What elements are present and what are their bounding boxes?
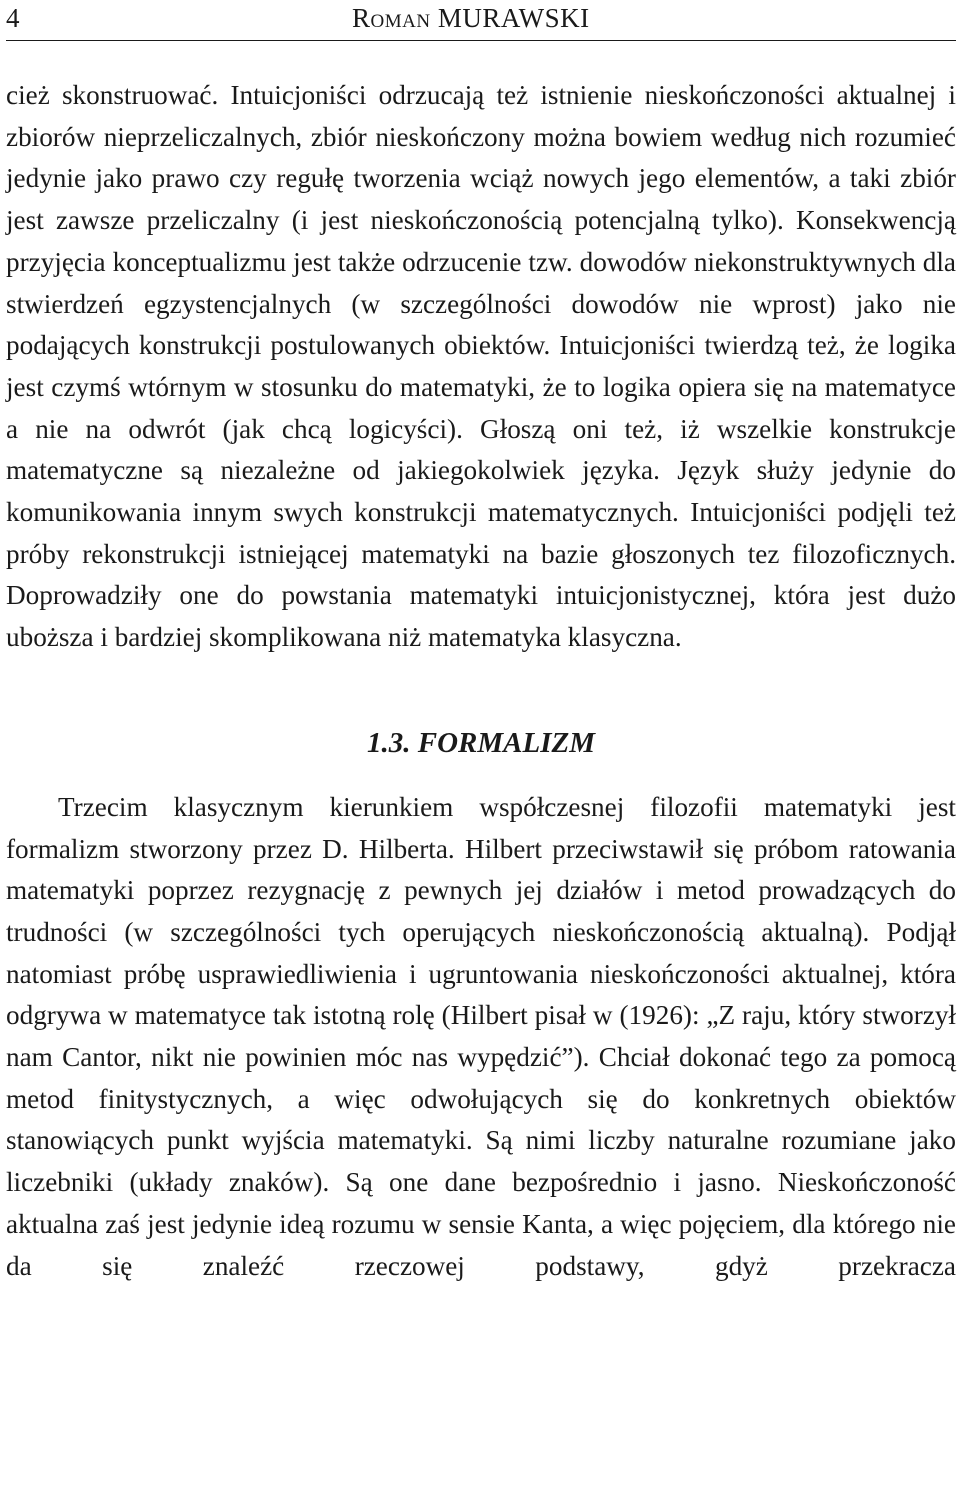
- section-heading: 1.3. FORMALIZM: [366, 726, 595, 759]
- running-header: [6, 0, 956, 41]
- running-title-prefix: Roman: [352, 3, 431, 33]
- body-paragraph-intuitionism: cież skonstruować. Intuicjoniści odrzucają też istnienie nieskończoności aktualnej i zbiorów nieprzeliczalnych, zbiór nieskończony można bowiem według nich rozumieć jedynie jako prawo czy regułę tworzenia wciąż nowych jego elementów, a taki zbiór jest zawsze przeliczalny (i jest nieskończonością potencjalną tylko). Konsekwencją przyjęcia konceptualizmu jest także odrzucenie tzw. dowodów niekonstruktywnych dla stwierdzeń egzystencjalnych (w szczególności dowodów nie wprost) jako nie podających konstrukcji postulowanych obiektów. Intuicjoniści twierdzą też, że logika jest czymś wtórnym w stosunku do matematyki, że to logika opiera się na matematyce a nie na odwrót (jak chcą logicyści). Głoszą oni też, iż wszelkie konstrukcje matematyczne są niezależne od jakiegokolwiek języka. Język służy jedynie do komunikowania innym swych konstrukcji matematycznych. Intuicjoniści podjęli też próby rekonstrukcji istniejącej matematyki na bazie głoszonych tez filozoficznych. Doprowadziły one do powstania matematyki intuicjonistycznej, która jest dużo uboższa i bardziej skomplikowana niż matematyka klasyczna.: [6, 80, 956, 653]
- running-title-name: MURAWSKI: [437, 3, 590, 33]
- running-title: [352, 3, 590, 34]
- body-paragraph-formalism: Trzecim klasycznym kierunkiem współczesnej filozofii matematyki jest formalizm stworzony przez D. Hilberta. Hilbert przeciwstawił się próbom ratowania matematyki poprzez rezygnację z pewnych jej działów i metod prowadzących do trudności (w szczególności tych operujących nieskończonością aktualną). Podjął natomiast próbę usprawiedliwienia i ugruntowania nieskończoności aktualnej, która odgrywa w matematyce tak istotną rolę (Hilbert pisał w (1926): „Z raju, który stworzył nam Cantor, nikt nie powinien móc nas wypędzić”). Chciał dokonać tego za pomocą metod finitystycznych, a więc odwołujących się do konkretnych obiektów stanowiących punkt wyjścia matematyki. Są nimi liczby naturalne rozumiane jako liczebniki (układy znaków). Są one dane bezpośrednio i jasno. Nieskończoność aktualna zaś jest jedynie ideą rozumu w sensie Kanta, a więc pojęciem, dla którego nie da się znaleźć rzeczowej podstawy, gdyż przekracza: [6, 791, 956, 1281]
- page-number: 4: [6, 3, 20, 33]
- document-page: [6, 0, 956, 1287]
